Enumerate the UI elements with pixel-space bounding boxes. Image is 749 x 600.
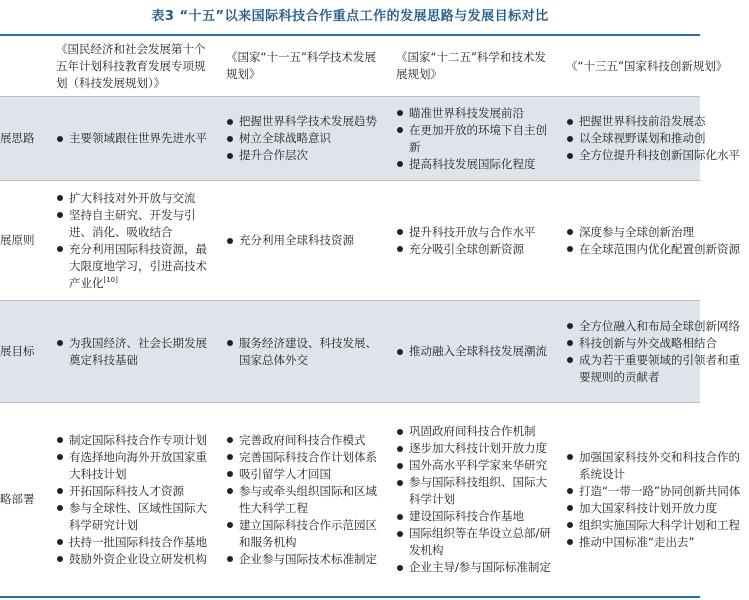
bullet-item: [566, 224, 700, 241]
row-label: 展原则: [0, 233, 35, 247]
bullet-dot: [397, 429, 403, 435]
table-cell: [50, 301, 220, 402]
bullet-text: 制定国际科技合作专项计划: [69, 432, 207, 447]
bullet-dot: [57, 505, 63, 511]
table-cell: [220, 181, 390, 300]
table-header-row: [0, 36, 728, 96]
bullet-dot: [567, 119, 573, 125]
bullet-item: [396, 241, 552, 258]
bullet-dot: [397, 565, 403, 571]
bullet-item: [566, 130, 706, 147]
footnote-ref: [10]: [103, 275, 118, 284]
bullet-text: 参与或牵头组织国际和区域性大科学工程: [239, 483, 377, 515]
bullet-text: 提高科技发展国际化程度: [409, 156, 536, 171]
bullet-item: [226, 466, 382, 483]
bullet-item: [226, 517, 382, 551]
bullet-item: [566, 335, 749, 352]
bullet-item: [566, 113, 706, 130]
bullet-text: 充分利用全球科技资源: [239, 233, 354, 247]
bullet-text: 有选择地向海外开放国家重大科技计划: [69, 449, 207, 481]
bullet-item: [226, 551, 382, 568]
bullet-dot: [567, 323, 573, 329]
bullet-dot: [227, 136, 233, 142]
table-cell: [560, 97, 740, 180]
bullet-text: 参与全球性、区域性国际大科学研究计划: [69, 500, 207, 532]
table-cell: [560, 181, 740, 300]
bullet-dot: [227, 454, 233, 460]
bullet-text: 扩大科技对外开放与交流: [69, 190, 196, 205]
bullet-text: 开拓国际科技人才资源: [69, 483, 184, 498]
bullet-item: [396, 343, 552, 360]
bullet-dot: [567, 340, 573, 346]
bullet-text: 加大国家科技计划开放力度: [579, 500, 717, 515]
bullet-text: 国外高水平科学家来华研究: [409, 458, 547, 472]
bullet-item: [396, 457, 552, 474]
bullet-text: 坚持自主研究、开发与引进、消化、吸收结合: [69, 207, 196, 239]
bullet-text: 瞄准世界科技发展前沿: [409, 105, 524, 120]
bullet-text: 全方位融入和布局全球创新网络: [579, 318, 740, 333]
bullet-dot: [57, 212, 63, 218]
row-label-cell: [0, 181, 50, 300]
bullet-dot: [227, 238, 233, 244]
bullet-item: [226, 130, 382, 147]
bullet-item: [226, 113, 382, 130]
bullet-text: 在更加开放的环境下自主创新: [409, 122, 547, 154]
table-cell: [50, 403, 220, 596]
bullet-dot: [57, 556, 63, 562]
bullet-dot: [567, 488, 573, 494]
column-header-text: 《“十三五”国家科技创新规划》: [566, 58, 728, 73]
bullet-text: 深度参与全球创新治理: [579, 224, 694, 239]
bullet-item: [396, 156, 552, 173]
row-label-cell: [0, 301, 50, 402]
bullet-dot: [397, 110, 403, 116]
bullet-item: [56, 483, 214, 500]
bullet-dot: [397, 229, 403, 235]
bullet-item: [226, 335, 382, 369]
bullet-item: [396, 105, 552, 122]
bullet-text: 打造“一带一路”协同创新共同体: [579, 483, 741, 498]
header-cell-empty: [0, 36, 50, 96]
bullet-dot: [397, 446, 403, 452]
bullet-item: [56, 207, 214, 241]
bullet-text: 鼓励外资企业设立研发机构: [69, 551, 207, 566]
bullet-dot: [57, 246, 63, 252]
table-cell: [390, 97, 560, 180]
bullet-text: 扶持一批国际科技合作基地: [69, 534, 207, 549]
bullet-dot: [227, 488, 233, 494]
row-label: 略部署: [0, 492, 35, 506]
bullet-dot: [57, 437, 63, 443]
bullet-dot: [567, 522, 573, 528]
table-row: [0, 402, 741, 596]
bullet-item: [226, 147, 382, 164]
bullet-item: [56, 500, 214, 534]
bullet-item: [566, 517, 749, 534]
bullet-dot: [567, 505, 573, 511]
bullet-text: 科技创新与外交战略相结合: [579, 335, 717, 350]
table-cell: [220, 301, 390, 402]
bullet-item: [566, 147, 749, 164]
bullet-item: [566, 500, 749, 517]
bottom-rule: [0, 596, 700, 598]
bullet-text: 服务经济建设、科技发展、国家总体外交: [239, 335, 377, 367]
bullet-item: [226, 432, 382, 449]
table-caption: 表3 “十五”以来国际科技合作重点工作的发展思路与发展目标对比: [151, 9, 549, 24]
bullet-dot: [57, 488, 63, 494]
bullet-text: 企业主导/参与国际标准制定: [409, 560, 551, 574]
bullet-item: [56, 432, 214, 449]
bullet-text: 参与国际科技组织、国际大科学计划: [409, 475, 547, 506]
bullet-dot: [57, 195, 63, 201]
column-header-text: 《国家“十二五”科学和技术发展规划》: [396, 50, 546, 81]
bullet-item: [56, 449, 214, 483]
bullet-text: 巩固政府间科技合作机制: [409, 424, 536, 438]
column-header: [220, 36, 390, 96]
bullet-text: 推动中国标准“走出去”: [579, 534, 695, 549]
bullet-dot: [397, 514, 403, 520]
table-row: [0, 96, 740, 180]
column-header: [50, 36, 220, 96]
bullet-item: [56, 241, 214, 292]
bullet-text: 提升科技开放与合作水平: [409, 224, 536, 239]
bullet-item: [396, 440, 552, 457]
table-row: [0, 180, 740, 300]
bullet-item: [226, 483, 382, 517]
bullet-dot: [227, 556, 233, 562]
bullet-text: 企业参与国际技术标准制定: [239, 551, 377, 566]
bullet-dot: [227, 471, 233, 477]
bullet-dot: [227, 119, 233, 125]
bullet-item: [396, 525, 552, 559]
bullet-item: [56, 534, 214, 551]
bullet-text: 国际组织等在华设立总部/研发机构: [409, 526, 551, 557]
bullet-item: [396, 122, 552, 156]
bullet-text: 主要领域跟住世界先进水平: [69, 131, 207, 145]
bullet-dot: [227, 437, 233, 443]
bullet-text: 建设国际科技合作基地: [409, 509, 524, 523]
bullet-item: [396, 508, 552, 525]
bullet-item: [56, 335, 214, 369]
bullet-item: [566, 534, 700, 551]
bullet-dot: [227, 153, 233, 159]
table-cell: [390, 181, 560, 300]
bullet-dot: [397, 127, 403, 133]
table-cell: [50, 97, 220, 180]
bullet-text: 把握世界科技前沿发展态: [579, 114, 706, 128]
bullet-item: [226, 449, 382, 466]
bullet-item: [566, 318, 749, 335]
bullet-item: [56, 190, 214, 207]
bullet-text: 建立国际科技合作示范园区和服务机构: [239, 517, 377, 549]
row-label: 展目标: [0, 344, 35, 358]
bullet-text: 树立全球战略意识: [239, 131, 331, 145]
row-label-cell: [0, 403, 50, 596]
row-label: 展思路: [0, 131, 35, 145]
table-cell: [220, 403, 390, 596]
column-header: [560, 36, 728, 96]
column-header: [390, 36, 560, 96]
bullet-dot: [567, 153, 573, 159]
bullet-item: [566, 449, 749, 483]
bullet-dot: [57, 136, 63, 142]
bullet-text: 充分吸引全球创新资源: [409, 241, 524, 256]
table-cell: [390, 403, 560, 596]
bullet-text: 以全球视野谋划和推动创: [579, 131, 706, 145]
bullet-item: [396, 474, 552, 508]
bullet-text: 成为若干重要领域的引领者和重要规则的贡献者: [579, 352, 740, 384]
table-cell: [390, 301, 560, 402]
bullet-text: 吸引留学人才回国: [239, 466, 331, 481]
bullet-text: 把握世界科学技术发展趋势: [239, 114, 377, 128]
table-cell: [560, 403, 741, 596]
bullet-dot: [567, 136, 573, 142]
bullet-dot: [397, 463, 403, 469]
table-cell: [560, 301, 740, 402]
bullet-item: [396, 559, 552, 576]
bullet-text: 推动融入全球科技发展潮流: [409, 344, 547, 358]
bullet-dot: [397, 531, 403, 537]
bullet-text: 完善政府间科技合作模式: [239, 432, 366, 447]
bullet-item: [566, 352, 749, 386]
bullet-item: [56, 130, 214, 147]
bullet-text: 充分利用国际科技资源，最大限度地学习，引进高技术产业化: [69, 241, 207, 290]
bullet-item: [56, 551, 214, 568]
bullet-dot: [57, 539, 63, 545]
bullet-dot: [397, 480, 403, 486]
bullet-text: 完善国际科技合作计划体系: [239, 449, 377, 464]
bullet-dot: [397, 161, 403, 167]
bullet-dot: [227, 340, 233, 346]
bullet-text: 为我国经济、社会长期发展奠定科技基础: [69, 335, 207, 367]
column-header-text: 《国民经济和社会发展第十个五年计划科技教育发展专项规划（科技发展规划）》: [56, 41, 206, 90]
bullet-text: 组织实施国际大科学计划和工程: [579, 517, 740, 532]
bullet-text: 加强国家科技外交和科技合作的系统设计: [579, 449, 740, 481]
bullet-dot: [567, 539, 573, 545]
bullet-dot: [397, 349, 403, 355]
table-cell: [220, 97, 390, 180]
bullet-item: [396, 423, 552, 440]
bullet-dot: [397, 246, 403, 252]
bullet-dot: [57, 454, 63, 460]
bullet-item: [226, 232, 382, 249]
bullet-dot: [567, 357, 573, 363]
bullet-item: [566, 483, 749, 500]
bullet-dot: [567, 246, 573, 252]
bullet-dot: [227, 522, 233, 528]
row-label-cell: [0, 97, 50, 180]
bullet-text: 提升合作层次: [239, 148, 308, 162]
table-row: [0, 300, 740, 402]
bullet-dot: [567, 454, 573, 460]
bullet-text: 逐步加大科技计划开放力度: [409, 441, 547, 455]
bullet-text: 全方位提升科技创新国际化水平: [579, 148, 740, 162]
bullet-dot: [57, 340, 63, 346]
column-header-text: 《国家“十一五”科学技术发展规划》: [226, 50, 376, 81]
table-cell: [50, 181, 220, 300]
bullet-text: 在全球范围内优化配置创新资源: [579, 241, 740, 256]
bullet-item: [566, 241, 749, 258]
bullet-item: [396, 224, 552, 241]
bullet-dot: [567, 229, 573, 235]
